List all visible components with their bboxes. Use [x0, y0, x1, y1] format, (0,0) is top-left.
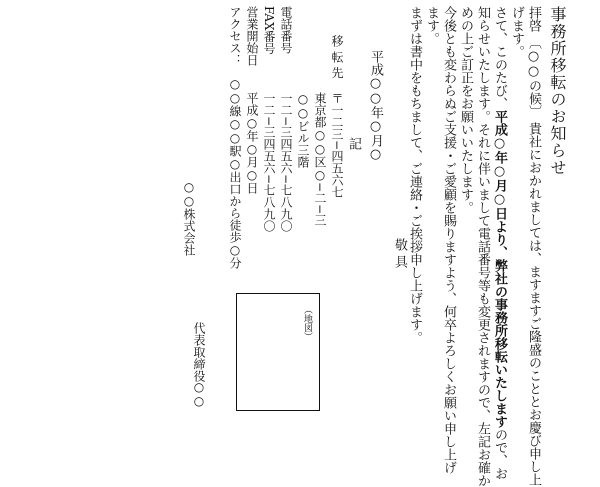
company-name: ○○株式会社	[182, 180, 196, 256]
body-line-3-end: ので、お	[492, 428, 507, 480]
postal-code: 〒一二三−四五六七	[330, 92, 344, 199]
fax-value: 一二−三四五六−七八九〇	[262, 92, 276, 233]
body-line-3-start: さて、このたび、	[492, 6, 507, 110]
phone-label: 電話番号	[279, 6, 293, 54]
building: ○○ビル三階	[296, 92, 310, 168]
body-line-6: 今後とも変わらぬご支援・ご愛顧を賜りますよう、何卒よろしくお願い申し上げ	[441, 6, 456, 474]
body-line-2: げます。	[509, 6, 524, 58]
start-date-value: 平成○年○月○日	[245, 92, 259, 194]
access-label: アクセス：	[228, 6, 242, 66]
letter-date: 平成○○年○月○	[368, 50, 383, 162]
start-date-label: 営業開始日	[245, 6, 259, 66]
fax-label: FAX番号	[262, 6, 276, 55]
representative-title: 代表取締役	[192, 322, 206, 382]
body-line-4: 知らせいたします。それに伴いまして電話番号等も変更されますので、左記お確か	[475, 6, 490, 487]
representative-name: ○○	[192, 380, 206, 408]
closing-keigu: 敬 具	[392, 238, 407, 269]
phone-value: 一二−三四五六−七八九〇	[279, 92, 293, 233]
ki-heading: 記	[346, 137, 361, 150]
body-line-7: ます。	[424, 6, 439, 45]
address: 東京都○○区○−二−三	[313, 92, 327, 227]
move-date-highlight: 平成○年○月○日より、弊社の事務所移転いたします	[492, 110, 507, 428]
body-line-8: まずは書中をもちまして、ご連絡・ご挨拶申し上げます。	[407, 6, 422, 344]
destination-label: 移 転 先	[330, 35, 344, 79]
body-line-3	[493, 6, 506, 480]
body-line-1: 拝啓 〔○○の候〕 貴社におかれましては、ますますご隆盛のこととお慶び申し上	[526, 6, 541, 487]
map-label: （地図）	[302, 305, 312, 341]
document-title: 事務所移転のお知らせ	[548, 6, 567, 176]
body-line-5: めの上ご訂正をお願いいたします。	[458, 6, 473, 214]
access-value: ○○線○○駅○出口から徒歩○分	[228, 77, 242, 269]
